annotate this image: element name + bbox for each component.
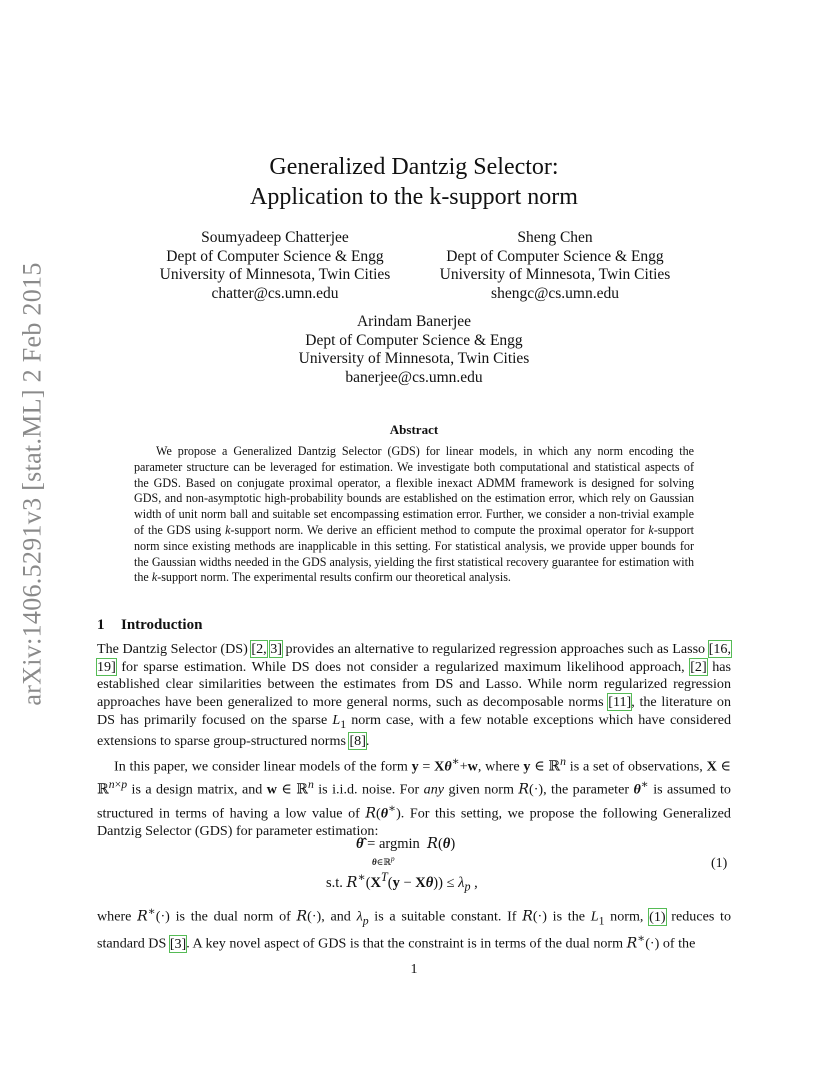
citation-link[interactable]: [16, — [708, 641, 731, 657]
author-email: shengc@cs.umn.edu — [491, 285, 619, 303]
author-block-1 — [150, 229, 400, 304]
author-univ: University of Minnesota, Twin Cities — [159, 266, 391, 284]
citation-link[interactable]: 19] — [97, 658, 116, 675]
equation-reference-link[interactable]: (1) — [649, 908, 666, 925]
citation-link[interactable]: [11] — [608, 694, 632, 711]
equation-line-1: θ̂ = argmin R(θ) — [356, 836, 456, 852]
paper-title — [0, 152, 828, 212]
page-number: 1 — [410, 962, 418, 977]
equation-line-2: s.t. $R^∗(X^T(y - X\theta)) \le \lambda_p$ , — [326, 870, 478, 894]
abstract-fragment: We propose a Generalized Dantzig Selector (GDS) for linear models, in which any norm encoding the parameter structure can be leveraged for estimation. We investigate both computational and statistical aspects of the GDS. Based on conjugate proximal operator, a flexible inexact ADMM framework is designed for solving GDS, and non-asymptotic high-probability bounds are established on the estimation error, which rely on Gaussian width of unit norm ball and suitable set encompassing estimation error. Further, we consider a non-trivial example of the GDS using — [134, 444, 694, 537]
equation-number: (1) — [711, 856, 728, 871]
citation-link[interactable]: [3] — [169, 935, 187, 952]
author-name: Arindam Banerjee — [356, 313, 472, 330]
abstract-text: We propose a Generalized Dantzig Selector (GDS) for linear models, in which any norm encoding the parameter structure can be leveraged for estimation. We investigate both computational and statistical aspects of the GDS. Based on conjugate proximal operator, a flexible inexact ADMM framework is designed for solving GDS, and non-asymptotic high-probability bounds are established on the estimation error, which rely on Gaussian width of unit norm ball and suitable set encompassing estimation error. Further, we consider a non-trivial example of the GDS using k-support norm. We derive an efficient method to compute the proximal operator for k-support norm since existing methods are inapplicable in this setting. For statistical analysis, we provide upper bounds for the Gaussian widths needed in the GDS analysis, yielding the first statistical recovery guarantee for estimation with the k-support norm. The experimental results confirm our theoretical analysis. — [134, 444, 694, 585]
citation-link[interactable]: [8] — [349, 733, 366, 750]
abstract-heading: Abstract — [389, 422, 439, 437]
author-univ: University of Minnesota, Twin Cities — [439, 266, 671, 284]
section-title: Introduction — [121, 617, 203, 633]
author-dept: Dept of Computer Science & Engg — [305, 331, 523, 349]
arxiv-identifier-text: arXiv:1406.5291v3 [stat.ML] 2 Feb 2015 — [18, 262, 47, 706]
author-name: Sheng Chen — [517, 229, 593, 246]
abstract-fragment: -support norm. We derive an efficient method to compute the proximal operator for — [230, 522, 649, 537]
author-name: Soumyadeep Chatterjee — [201, 229, 349, 246]
intro-paragraph-1: The Dantzig Selector (DS) [2, 3] provides an alternative to regularized regression approaches such as Lasso [16, 19] for sparse estimation. While DS does not consider a regularized maximum likelihood approach, [2] has established clear similarities between the estimates from DS and Lasso. While norm regularized regression approaches have been generalized to more general norms, such as decomposable norms [11], the literature on DS has primarily focused on the sparse $L_1$ norm case, with a few notable exceptions which have considered extensions to sparse group-structured norms [8]. — [97, 641, 732, 750]
abstract-fragment: -support norm since existing methods are inapplicable in this setting. For statistical analysis, we provide upper bounds for the Gaussian widths needed in the GDS analysis, yielding the first statistical recovery guarantee for estimation with the — [134, 522, 694, 585]
title-line-1: Generalized Dantzig Selector: — [269, 154, 559, 180]
citation-link[interactable]: [2] — [690, 658, 707, 675]
citation-link[interactable]: [2, — [251, 641, 267, 657]
citation-link[interactable]: 3] — [270, 641, 282, 657]
author-email: chatter@cs.umn.edu — [211, 285, 339, 303]
author-univ: University of Minnesota, Twin Cities — [298, 350, 530, 368]
author-block-3 — [264, 313, 564, 388]
intro-paragraph-2: In this paper, we consider linear models of the form y = Xθ∗+w, where y ∈ ℝ$^n$ is a set of observations, X ∈ ℝ$^{n\times p}$ is a design matrix, and w ∈ ℝ$^n$ is i.i.d. noise. For any given norm R(·), the parameter θ∗ is assumed to structured in terms of having a low value of R(θ∗). For this setting, we propose the following Generalized Dantzig Selector (GDS) for parameter estimation: — [97, 755, 731, 840]
arxiv-identifier-stamp — [18, 262, 48, 706]
abstract-fragment: -support norm. The experimental results confirm our theoretical analysis. — [157, 570, 511, 585]
section-number: 1 — [97, 617, 105, 633]
author-dept: Dept of Computer Science & Engg — [166, 247, 384, 265]
equation-subscript: θ∈ℝ$^p$ — [372, 854, 395, 867]
author-email: banerjee@cs.umn.edu — [345, 369, 483, 387]
author-dept: Dept of Computer Science & Engg — [446, 247, 664, 265]
title-line-2: Application to the k-support norm — [250, 184, 578, 210]
intro-paragraph-3: where R∗(·) is the dual norm of R(·), and $\lambda_p$ is a suitable constant. If R(·) is the $L_1$ norm, (1) reduces to standard DS [3]. A key novel aspect of GDS is that the constraint is in terms of the dual norm R∗(·) of the — [97, 905, 732, 952]
author-block-2 — [430, 229, 680, 304]
section-heading — [97, 617, 202, 634]
